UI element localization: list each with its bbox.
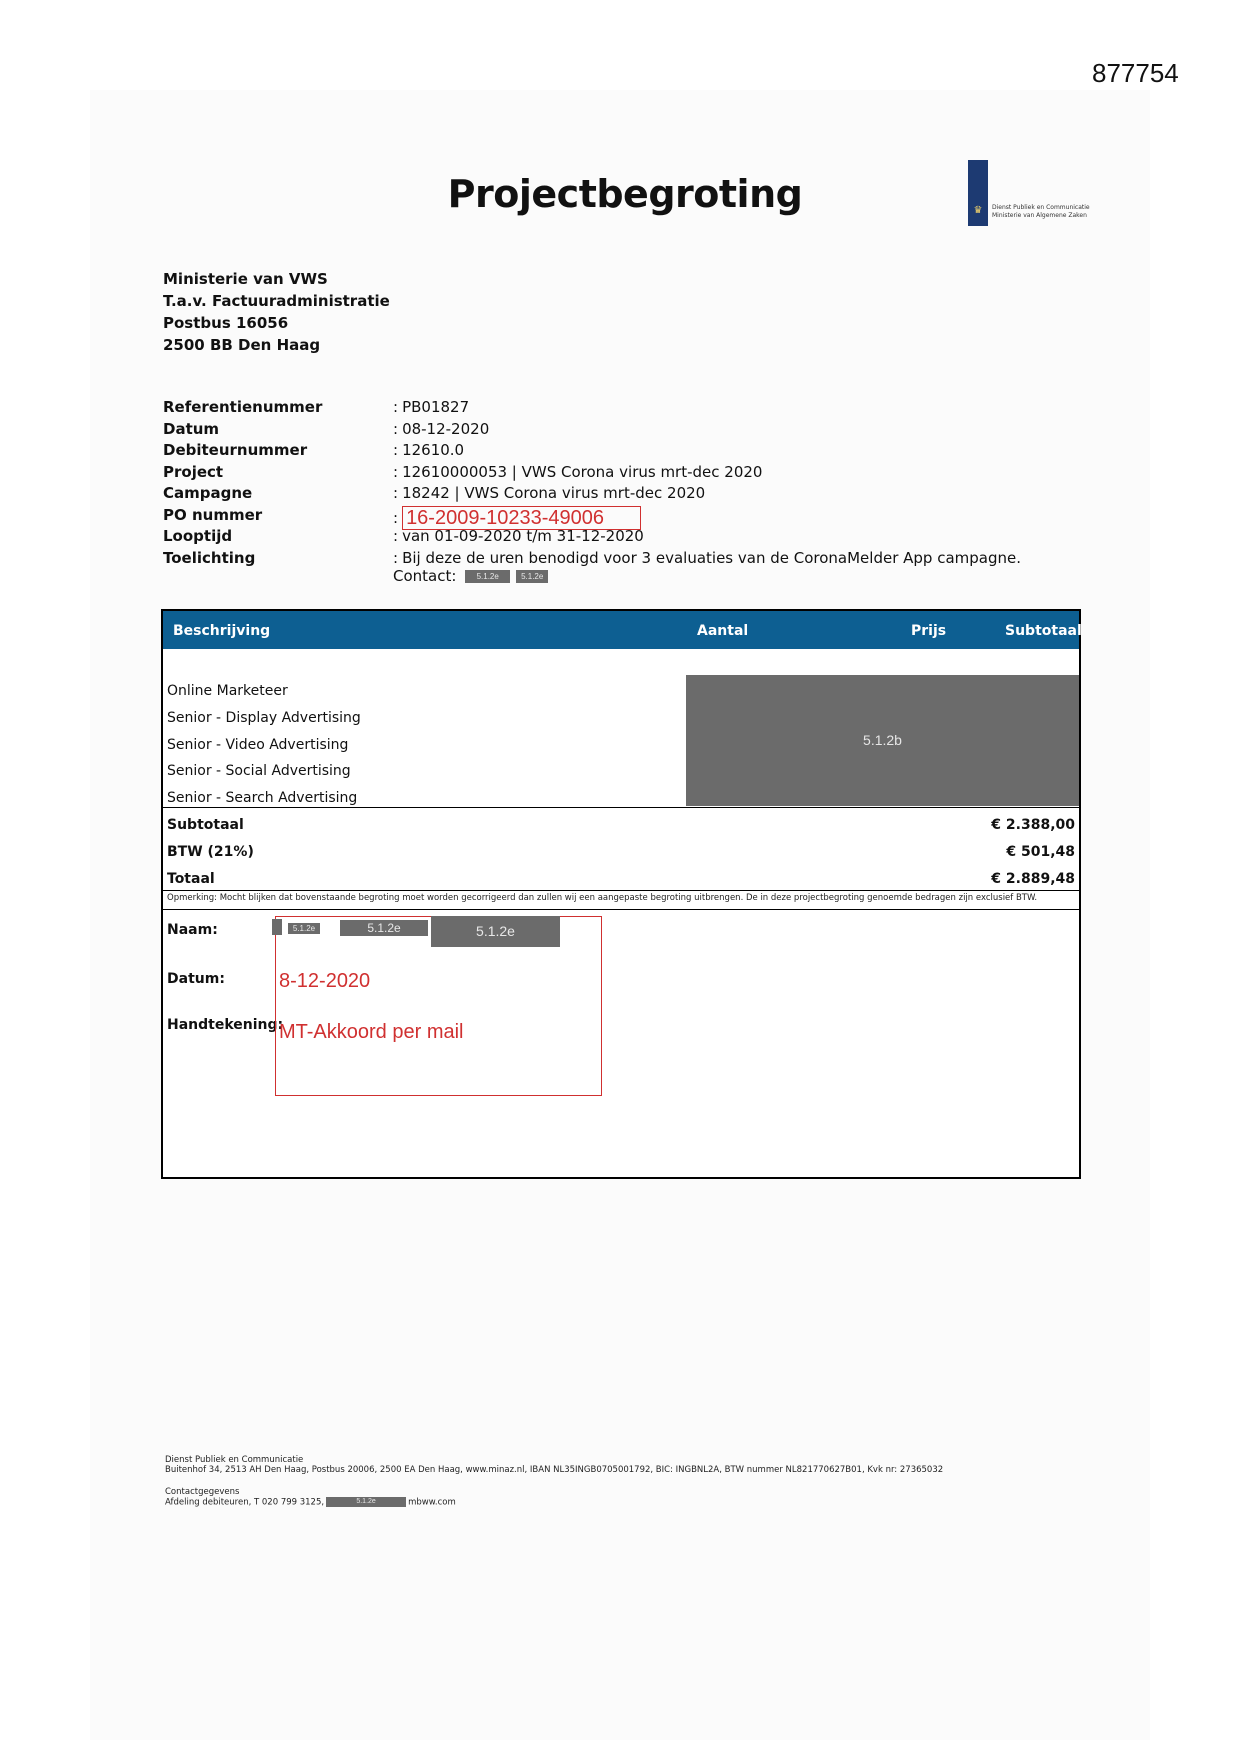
line-item: Senior - Display Advertising <box>167 710 361 726</box>
divider <box>163 807 1079 808</box>
rijksoverheid-logo <box>968 160 1088 226</box>
footer-line: Dienst Publiek en Communicatie <box>165 1455 304 1465</box>
column-header-price: Prijs <box>911 623 947 639</box>
column-header-quantity: Aantal <box>697 623 749 639</box>
meta-label: Referentienummer <box>163 398 323 416</box>
po-number-annotation: 16-2009-10233-49006 <box>402 506 641 530</box>
subtotal-label: Subtotaal <box>167 817 244 833</box>
footer-line: Buitenhof 34, 2513 AH Den Haag, Postbus 20006, 2500 EA Den Haag, www.minaz.nl, IBAN NL35INGB0705001792, BIC: INGBNL2A, BTW nummer NL821770627B01, Kvk nr: 27365032 <box>165 1465 944 1475</box>
meta-label: Datum <box>163 419 220 438</box>
meta-value: 08-12-2020 <box>402 419 490 438</box>
approval-note: MT-Akkoord per mail <box>279 1021 464 1043</box>
meta-value: Bij deze de uren benodigd voor 3 evaluaties van de CoronaMelder App campagne. <box>402 548 1021 567</box>
contact-line <box>393 567 548 585</box>
redaction-box: 5.1.2e <box>465 570 510 583</box>
meta-label: Debiteurnummer <box>163 441 308 459</box>
name-label: Naam: <box>167 922 218 938</box>
line-item: Senior - Video Advertising <box>167 737 349 753</box>
line-item: Online Marketeer <box>167 683 288 699</box>
subtotal-value: € 2.388,00 <box>991 817 1075 833</box>
meta-value: van 01-09-2020 t/m 31-12-2020 <box>402 527 644 545</box>
divider <box>163 890 1079 891</box>
address-line: Ministerie van VWS <box>163 270 328 288</box>
remark-text: Opmerking: Mocht blijken dat bovenstaande begroting moet worden gecorrigeerd dan zullen wij een aangepaste begroting uitbrengen. De in deze projectbegroting genoemde bedragen zijn exclusief BTW. <box>167 893 1038 903</box>
address-line: T.a.v. Factuuradministratie <box>163 292 390 310</box>
redacted-prices-block: 5.1.2b <box>686 675 1079 806</box>
footer-line: Contactgegevens <box>165 1487 240 1497</box>
crest-icon: ♛ <box>973 205 983 216</box>
column-header-subtotal: Subtotaal <box>1005 623 1082 639</box>
meta-label: Toelichting <box>163 548 256 567</box>
date-label: Datum: <box>167 971 225 987</box>
redaction-box <box>272 919 282 935</box>
logo-line-2: Ministerie van Algemene Zaken <box>992 212 1087 219</box>
budget-table <box>161 609 1081 1179</box>
handwritten-date: 8-12-2020 <box>279 970 371 992</box>
redaction-box: 5.1.2e <box>516 570 548 583</box>
page-footer <box>165 1455 943 1508</box>
divider <box>163 909 1079 910</box>
redaction-box: 5.1.2e <box>431 916 560 947</box>
redaction-box: 5.1.2e <box>326 1497 406 1507</box>
contact-label: Contact: <box>393 567 457 585</box>
signature-label: Handtekening: <box>167 1017 284 1033</box>
meta-label: Looptijd <box>163 527 233 545</box>
redaction-box: 5.1.2e <box>340 920 428 936</box>
meta-value: 12610.0 <box>402 441 465 459</box>
meta-value: 12610000053 | VWS Corona virus mrt-dec 2020 <box>402 462 763 481</box>
footer-line: Afdeling debiteuren, T 020 799 3125, 5.1.2e mbww.com <box>165 1497 456 1508</box>
address-line: Postbus 16056 <box>163 314 289 332</box>
line-item: Senior - Social Advertising <box>167 763 351 779</box>
page-title: Projectbegroting <box>447 172 803 216</box>
column-header-description: Beschrijving <box>173 623 271 639</box>
address-line: 2500 BB Den Haag <box>163 336 321 354</box>
recipient-address <box>163 268 390 356</box>
table-header <box>163 611 1082 649</box>
meta-label: Project <box>163 462 224 481</box>
total-label: Totaal <box>167 871 215 887</box>
redaction-box: 5.1.2e <box>288 923 320 934</box>
vat-label: BTW (21%) <box>167 844 254 860</box>
meta-value: 18242 | VWS Corona virus mrt-dec 2020 <box>402 484 706 502</box>
meta-label: Campagne <box>163 484 253 502</box>
document-number: 877754 <box>1092 58 1179 88</box>
logo-line-1: Dienst Publiek en Communicatie <box>992 204 1090 211</box>
meta-value: PB01827 <box>402 398 470 416</box>
vat-value: € 501,48 <box>1006 844 1075 860</box>
line-item: Senior - Search Advertising <box>167 790 358 806</box>
total-value: € 2.889,48 <box>991 871 1075 887</box>
meta-label: PO nummer <box>163 505 263 524</box>
